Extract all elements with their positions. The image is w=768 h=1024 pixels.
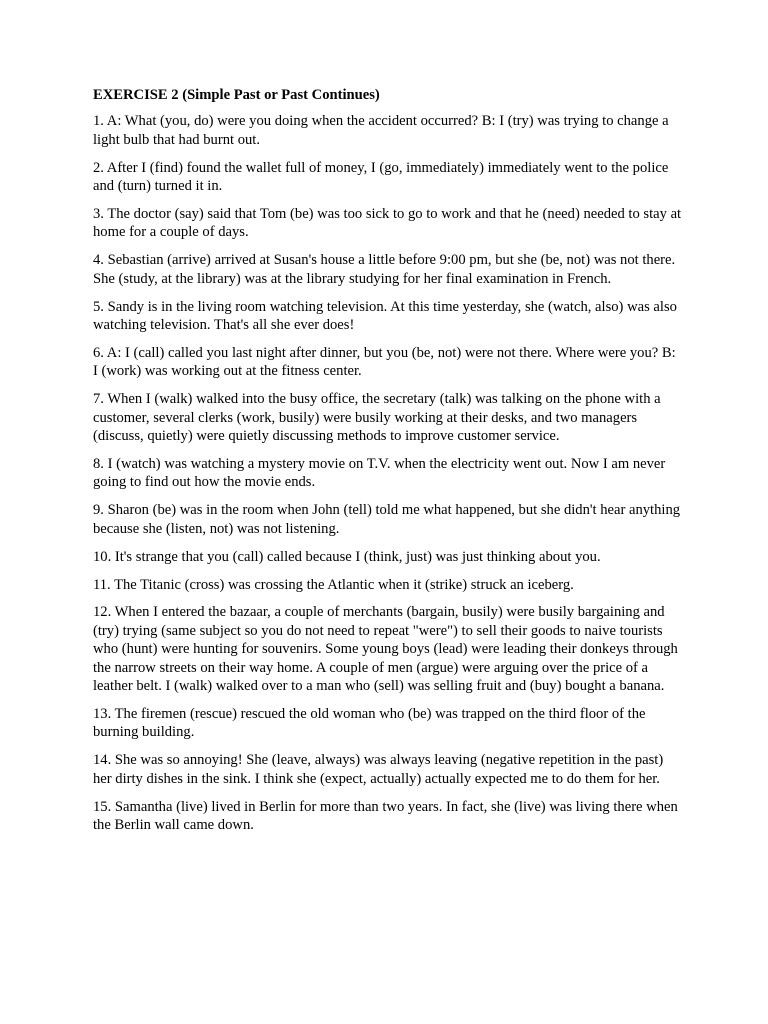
exercise-item-13: 13. The firemen (rescue) rescued the old woman who (be) was trapped on the third floor of the burning building.: [93, 705, 646, 741]
exercise-item-8: 8. I (watch) was watching a mystery movie on T.V. when the electricity went out. Now I am never going to find out how the movie ends.: [93, 456, 666, 491]
exercise-item-6: 6. A: I (call) called you last night after dinner, but you (be, not) were not there. Where were you? B: I (work) was working out at the fitness center.: [93, 344, 676, 380]
exercise-title: EXERCISE 2 (Simple Past or Past Continues): [93, 87, 380, 103]
exercise-item-11: 11. The Titanic (cross) was crossing the Atlantic when it (strike) struck an iceberg.: [93, 576, 574, 593]
exercise-item-5: 5. Sandy is in the living room watching television. At this time yesterday, she (watch, also) was also watching television. That's all she ever does!: [93, 298, 677, 334]
exercise-item-4: 4. Sebastian (arrive) arrived at Susan's house a little before 9:00 pm, but she (be, not) was not there. She (study, at the library) was at the library studying for her final examination in French.: [93, 252, 676, 287]
exercise-item-9: 9. Sharon (be) was in the room when John (tell) told me what happened, but she didn't hear anything because she (listen, not) was not listening.: [93, 502, 681, 537]
exercise-item-15: 15. Samantha (live) lived in Berlin for more than two years. In fact, she (live) was living there when the Berlin wall came down.: [93, 798, 678, 833]
exercise-item-3: 3. The doctor (say) said that Tom (be) was too sick to go to work and that he (need) needed to stay at home for a couple of days.: [93, 206, 682, 241]
exercise-item-1: 1. A: What (you, do) were you doing when the accident occurred? B: I (try) was trying to change a light bulb that had burnt out.: [93, 113, 669, 148]
document-page: [93, 86, 683, 844]
exercise-item-10: 10. It's strange that you (call) called because I (think, just) was just thinking about you.: [93, 548, 601, 565]
exercise-item-14: 14. She was so annoying! She (leave, always) was always leaving (negative repetition in the past) her dirty dishes in the sink. I think she (expect, actually) actually expected me to do them for her.: [93, 752, 664, 787]
exercise-item-7: 7. When I (walk) walked into the busy office, the secretary (talk) was talking on the phone with a customer, several clerks (work, busily) were busily working at their desks, and two managers (discuss, quietly) were quietly discussing methods to improve customer service.: [93, 391, 661, 445]
exercise-item-12: 12. When I entered the bazaar, a couple of merchants (bargain, busily) were busily bargaining and (try) trying (same subject so you do not need to repeat "were") to sell their goods to naive tourists who (hunt) were hunting for souvenirs. Some young boys (lead) were leading their donkeys through the narrow streets on their way home. A couple of men (argue) were arguing over the price of a leather belt. I (walk) walked over to a man who (sell) was selling fruit and (buy) bought a banana.: [93, 604, 678, 695]
exercise-item-2: 2. After I (find) found the wallet full of money, I (go, immediately) immediately went to the police and (turn) turned it in.: [93, 159, 669, 195]
